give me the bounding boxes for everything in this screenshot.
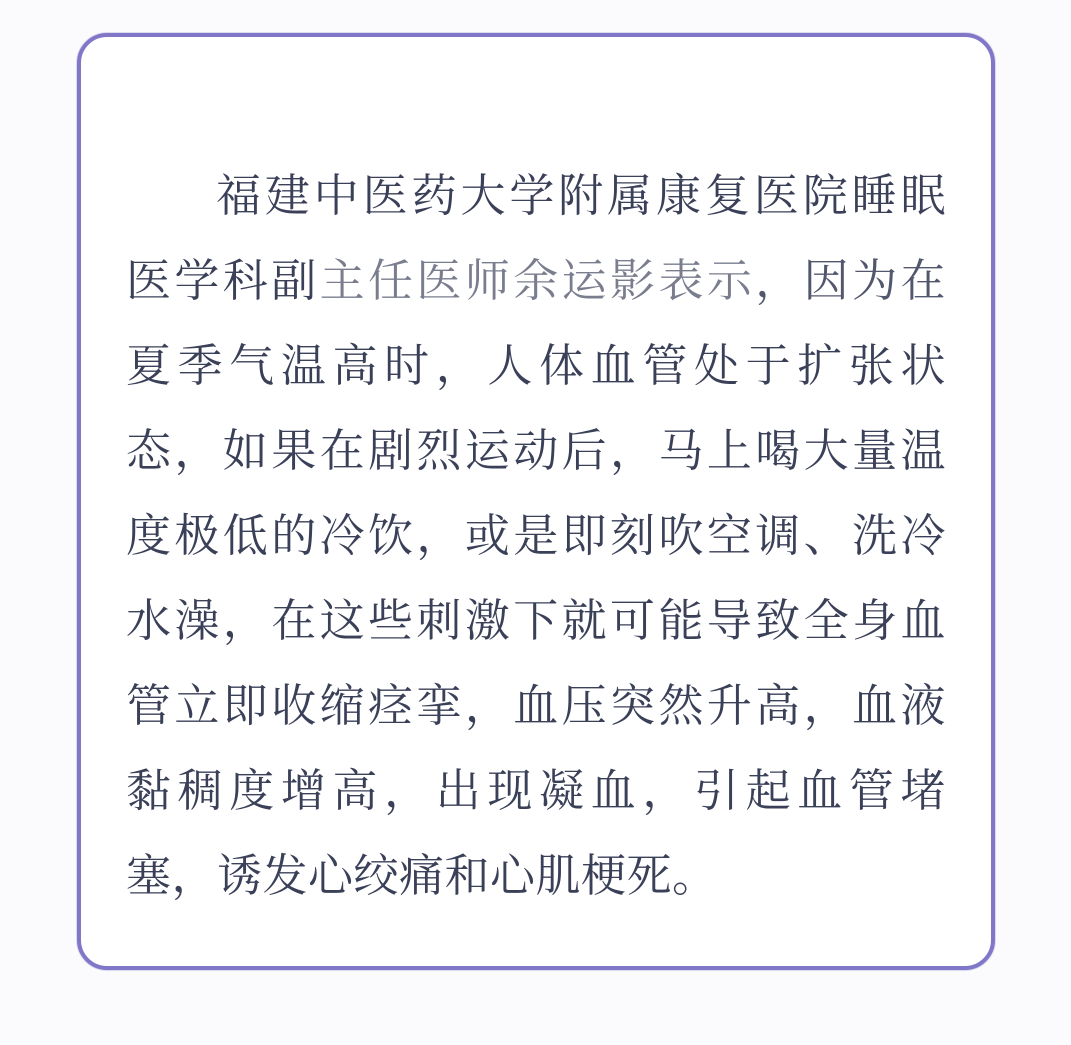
article-paragraph [126,153,946,918]
paragraph-line-4: 态，如果在剧烈运动后，马上喝大量温 [126,425,946,476]
paragraph-line-7: 管立即收缩痉挛，血压突然升高，血液 [126,680,946,731]
paragraph-line-3: 夏季气温高时，人体血管处于扩张状 [126,340,946,391]
line-2-segment-ghost: 主任医师余运影表示 [319,255,756,306]
paragraph-line-9: 塞，诱发心绞痛和心肌梗死。 [126,850,718,901]
paragraph-line-6: 水澡，在这些刺激下就可能导致全身血 [126,595,946,646]
paragraph-line-2 [126,238,946,323]
paragraph-line-1: 福建中医药大学附属康复医院睡眠 [216,170,946,221]
line-2-segment-tail: ，因为在 [755,255,946,306]
paragraph-line-8: 黏稠度增高，出现凝血，引起血管堵 [126,765,946,816]
paragraph-line-5: 度极低的冷饮，或是即刻吹空调、洗冷 [126,510,946,561]
line-2-segment-solid: 医学科副 [126,255,320,306]
text-card [77,33,995,970]
